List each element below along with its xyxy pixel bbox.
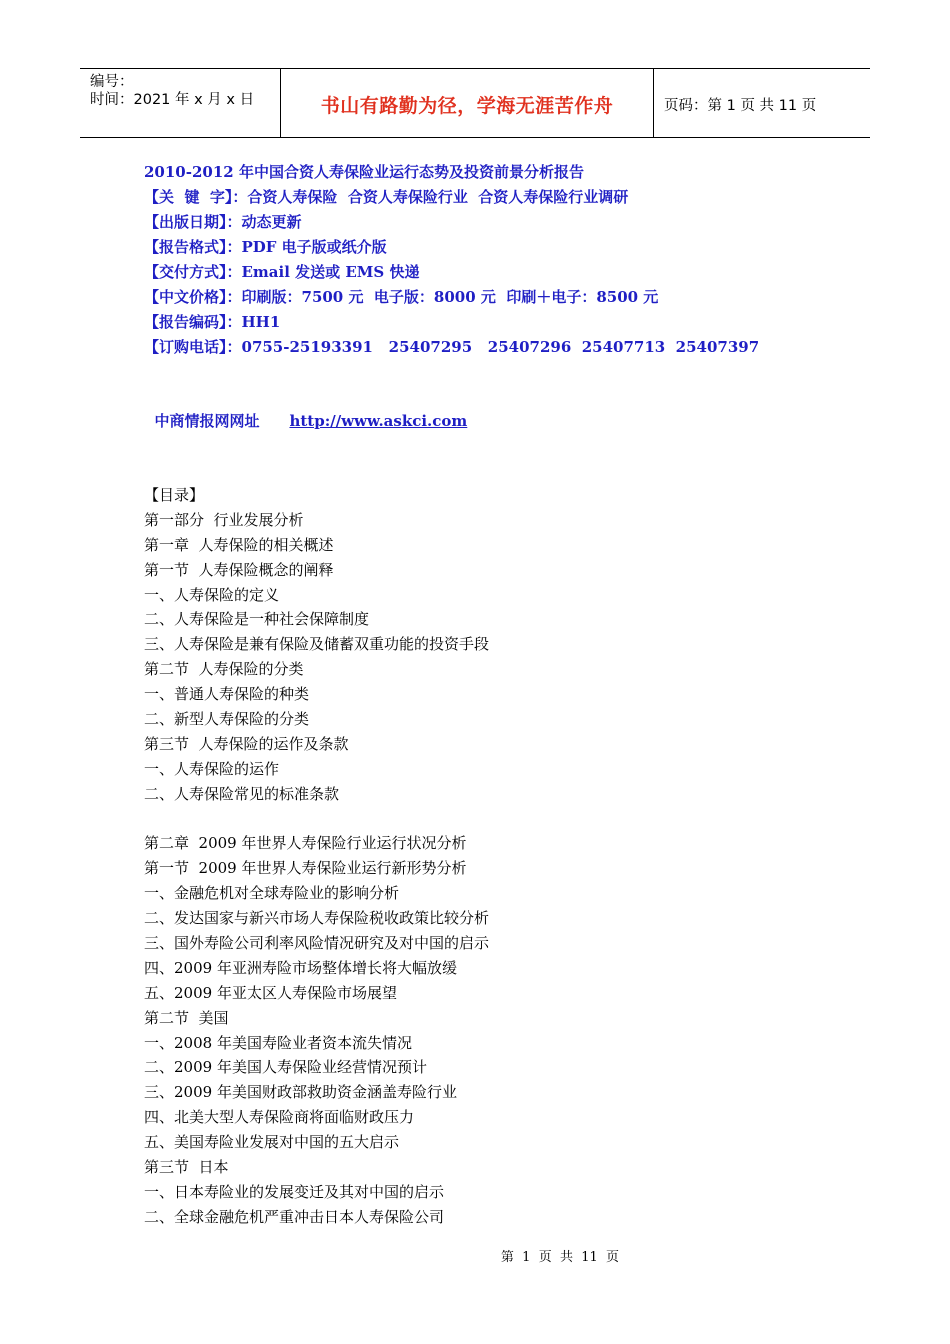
info-delivery: 【交付方式】：Email 发送或 EMS 快递 [144,263,420,281]
website-label: 中商情报网网址 [154,412,260,430]
toc-item: 二、人寿保险常见的标准条款 [144,784,340,803]
toc-heading: 【目录】 [144,486,205,504]
time-label: 时间：2021 年 x 月 x 日 [90,92,255,108]
toc-item: 第二节 美国 [144,1008,229,1027]
toc-item: 五、2009 年亚太区人寿保险市场展望 [144,983,397,1002]
toc-item: 第一节 人寿保险概念的阐释 [144,560,334,579]
toc-item [144,807,489,832]
toc-item: 一、人寿保险的定义 [144,585,280,604]
number-label: 编号： [90,74,134,90]
toc-item: 二、人寿保险是一种社会保障制度 [144,610,370,629]
toc-item: 五、美国寿险业发展对中国的五大启示 [144,1133,400,1152]
table-of-contents [144,483,489,1230]
toc-item: 一、普通人寿保险的种类 [144,685,310,704]
toc-item: 二、2009 年美国人寿保险业经营情况预计 [144,1058,427,1077]
toc-item: 第二章 2009 年世界人寿保险行业运行状况分析 [144,834,467,853]
info-code: 【报告编码】：HH1 [144,313,281,331]
report-info-block [144,160,759,360]
info-publish-date: 【出版日期】：动态更新 [144,213,302,231]
info-format: 【报告格式】：PDF 电子版或纸介版 [144,238,387,256]
page-footer: 第 1 页 共 11 页 [500,1250,620,1265]
header-left-cell [80,69,280,137]
toc-item: 第一章 人寿保险的相关概述 [144,535,334,554]
toc-item: 二、新型人寿保险的分类 [144,710,310,729]
toc-item: 一、人寿保险的运作 [144,759,280,778]
website-link[interactable]: http://www.askci.com [289,412,468,430]
header-right-cell [654,69,870,137]
website-line [144,384,468,430]
report-title: 2010-2012 年中国合资人寿保险业运行态势及投资前景分析报告 [144,163,584,181]
motto-text: 书山有路勤为径，学海无涯苦作舟 [320,95,614,117]
toc-item: 四、北美大型人寿保险商将面临财政压力 [144,1108,415,1127]
toc-item: 三、2009 年美国财政部救助资金涵盖寿险行业 [144,1083,457,1102]
toc-item: 第一部分 行业发展分析 [144,510,304,529]
toc-item: 第一节 2009 年世界人寿保险业运行新形势分析 [144,859,467,878]
toc-item: 一、日本寿险业的发展变迁及其对中国的启示 [144,1182,445,1201]
toc-item: 四、2009 年亚洲寿险市场整体增长将大幅放缓 [144,958,457,977]
toc-item: 第三节 人寿保险的运作及条款 [144,734,349,753]
info-phone: 【订购电话】：0755-25193391 25407295 25407296 25407713 25407397 [144,338,760,356]
toc-item: 三、人寿保险是兼有保险及储蓄双重功能的投资手段 [144,635,490,654]
header-middle-cell [280,69,654,137]
page-header [80,68,870,138]
toc-item: 一、金融危机对全球寿险业的影响分析 [144,884,400,903]
page-info: 页码：第 1 页 共 11 页 [664,98,817,114]
toc-item: 第二节 人寿保险的分类 [144,660,304,679]
info-price: 【中文价格】：印刷版：7500 元 电子版：8000 元 印刷＋电子：8500 元 [144,288,659,306]
toc-item: 三、国外寿险公司利率风险情况研究及对中国的启示 [144,934,490,953]
toc-item: 二、发达国家与新兴市场人寿保险税收政策比较分析 [144,909,490,928]
info-keywords: 【关 键 字】：合资人寿保险 合资人寿保险行业 合资人寿保险行业调研 [144,188,629,206]
toc-item: 第三节 日本 [144,1158,229,1177]
toc-item: 一、2008 年美国寿险业者资本流失情况 [144,1033,412,1052]
toc-item: 二、全球金融危机严重冲击日本人寿保险公司 [144,1207,445,1226]
